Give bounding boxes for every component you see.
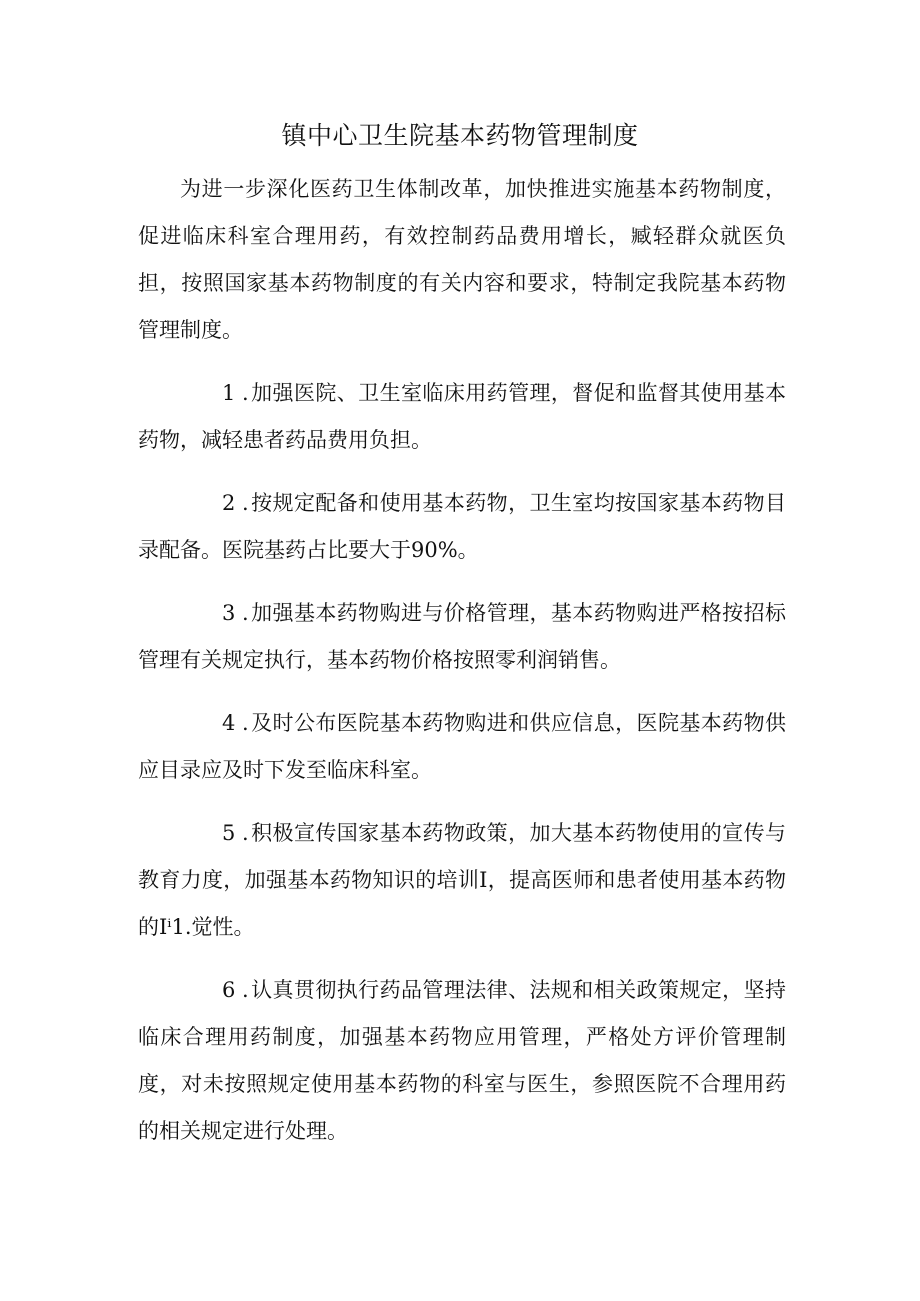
item-number: 3 . — [222, 601, 249, 625]
item-text: 积极宣传国家基本药物政策，加大基本药物使用的宣传与教育力度，加强基本药物知识的培训I，提高医师和患者使用基本药物的Iⁱ1.觉性。 — [138, 821, 786, 939]
list-item-4 — [138, 700, 786, 794]
item-number: 1 . — [222, 381, 249, 405]
list-item-1 — [138, 370, 786, 464]
document-body — [138, 166, 786, 1171]
item-number: 2 . — [222, 491, 249, 515]
item-text: 加强医院、卫生室临床用药管理，督促和监督其使用基本药物，减轻患者药品费用负担。 — [138, 381, 786, 452]
list-item-2 — [138, 480, 786, 574]
list-item-5 — [138, 810, 786, 951]
item-text: 加强基本药物购进与价格管理，基本药物购进严格按招标管理有关规定执行，基本药物价格按照零利润销售。 — [138, 601, 786, 672]
document-title: 镇中心卫生院基本药物管理制度 — [281, 121, 639, 150]
list-item-3 — [138, 590, 786, 684]
item-text: 按规定配备和使用基本药物，卫生室均按国家基本药物目录配备。医院基药占比要大于90%。 — [138, 491, 786, 562]
item-text: 及时公布医院基本药物购进和供应信息，医院基本药物供应目录应及时下发至临床科室。 — [138, 711, 786, 782]
item-number: 4 . — [222, 711, 249, 735]
list-item-6 — [138, 967, 786, 1155]
intro-paragraph: 为进一步深化医药卫生体制改革，加快推进实施基本药物制度，促进临床科室合理用药，有效控制药品费用增长，臧轻群众就医负担，按照国家基本药物制度的有关内容和要求，特制定我院基本药物管理制度。 — [138, 177, 786, 342]
item-number: 5 . — [222, 821, 249, 845]
item-text: 认真贯彻执行药品管理法律、法规和相关政策规定，坚持临床合理用药制度，加强基本药物应用管理，严格处方评价管理制度，对未按照规定使用基本药物的科室与医生，参照医院不合理用药的相关规定进行处理。 — [138, 978, 786, 1143]
item-number: 6 . — [222, 978, 249, 1002]
